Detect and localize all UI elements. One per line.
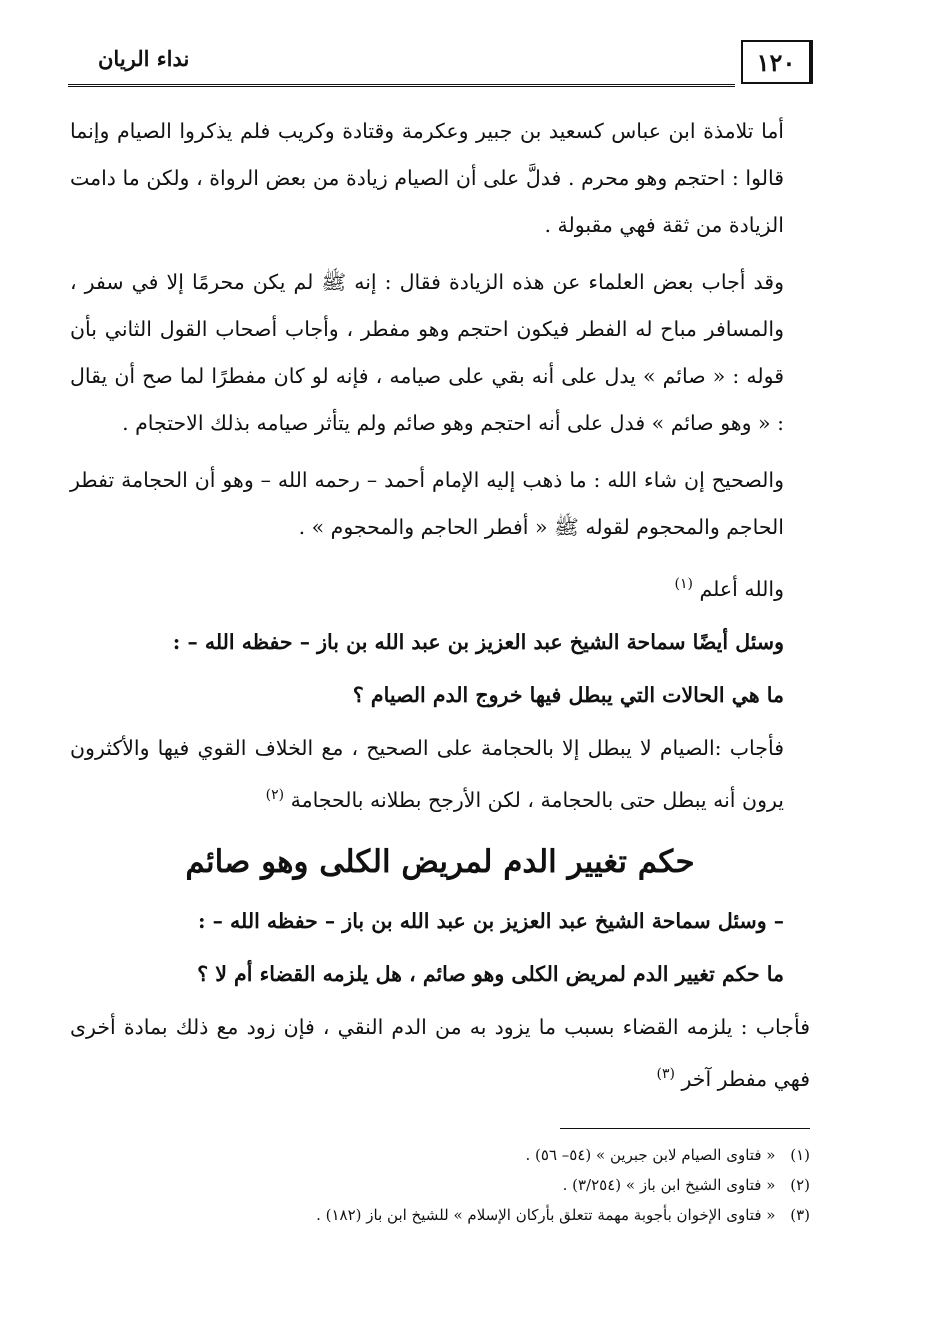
question-1: ما هي الحالات التي يبطل فيها خروج الدم الصيام ؟ [352, 683, 784, 707]
question-intro-2: – وسئل سماحة الشيخ عبد العزيز بن عبد الله بن باز – حفظه الله – : [197, 909, 784, 933]
footnote-3 [200, 1200, 810, 1230]
footnote-number: (١) [790, 1146, 810, 1164]
running-title: نداء الريان [98, 46, 190, 71]
page-header [68, 38, 813, 90]
footnote-ref-3: (٣) [656, 1066, 675, 1082]
footnote-number: (٣) [790, 1206, 810, 1224]
answer-2 [70, 1004, 810, 1103]
paragraph-4 [70, 561, 810, 613]
section-heading: حكم تغيير الدم لمريض الكلى وهو صائم [185, 844, 695, 880]
main-text [70, 108, 810, 1113]
footnote-ref-1: (١) [674, 576, 693, 592]
question-intro-1: وسئل أيضًا سماحة الشيخ عبد العزيز بن عبد الله بن باز – حفظه الله – : [172, 630, 784, 654]
footnote-2 [200, 1170, 810, 1200]
footnote-text: « فتاوى الشيخ ابن باز » (٣/٢٥٤) . [562, 1176, 776, 1194]
paragraph-3: والصحيح إن شاء الله : ما ذهب إليه الإمام أحمد – رحمه الله – وهو أن الحجامة تفطر الحاجم والمحجوم لقوله ﷺ « أفطر الحاجم والمحجوم » . [70, 468, 784, 539]
paragraph-2: وقد أجاب بعض العلماء عن هذه الزيادة فقال : إنه ﷺ لم يكن محرمًا إلا في سفر ، والمسافر مباح له الفطر فيكون احتجم وهو مفطر ، وأجاب أصحاب القول الثاني بأن قوله : « صائم » يدل على أنه بقي على صيامه ، فإنه لو كان مفطرًا لما صح أن يقال : « وهو صائم » فدل على أنه احتجم وهو صائم ولم يتأثر صيامه بذلك الاحتجام . [70, 270, 784, 435]
footnotes [200, 1140, 810, 1230]
footnote-divider [560, 1128, 810, 1129]
answer-1-text: فأجاب :الصيام لا يبطل إلا بالحجامة على الصحيح ، مع الخلاف القوي فيها والأكثرون يرون أنه يبطل حتى بالحجامة ، لكن الأرجح بطلانه بالحجامة [70, 736, 784, 812]
question-2: ما حكم تغيير الدم لمريض الكلى وهو صائم ، هل يلزمه القضاء أم لا ؟ [197, 962, 784, 986]
footnote-text: « فتاوى الإخوان بأجوبة مهمة تتعلق بأركان الإسلام » للشيخ ابن باز (١٨٢) . [316, 1206, 776, 1224]
footnote-1 [200, 1140, 810, 1170]
answer-1 [70, 725, 810, 824]
page-number: ١٢٠ [741, 40, 813, 84]
closing-phrase: والله أعلم [699, 577, 784, 601]
answer-2-text: فأجاب : يلزمه القضاء بسبب ما يزود به من الدم النقي ، فإن زود مع ذلك بمادة أخرى فهي مفطر آخر [70, 1015, 810, 1091]
header-rule [68, 84, 735, 87]
footnote-text: « فتاوى الصيام لابن جبرين » (٥٤– ٥٦) . [525, 1146, 776, 1164]
footnote-number: (٢) [790, 1176, 810, 1194]
footnote-ref-2: (٢) [265, 787, 285, 803]
paragraph-1: أما تلامذة ابن عباس كسعيد بن جبير وعكرمة وقتادة وكريب فلم يذكروا الصيام وإنما قالوا : احتجم وهو محرم . فدلَّ على أن الصيام زيادة من بعض الرواة ، ولكن ما دامت الزيادة من ثقة فهي مقبولة . [70, 119, 784, 237]
